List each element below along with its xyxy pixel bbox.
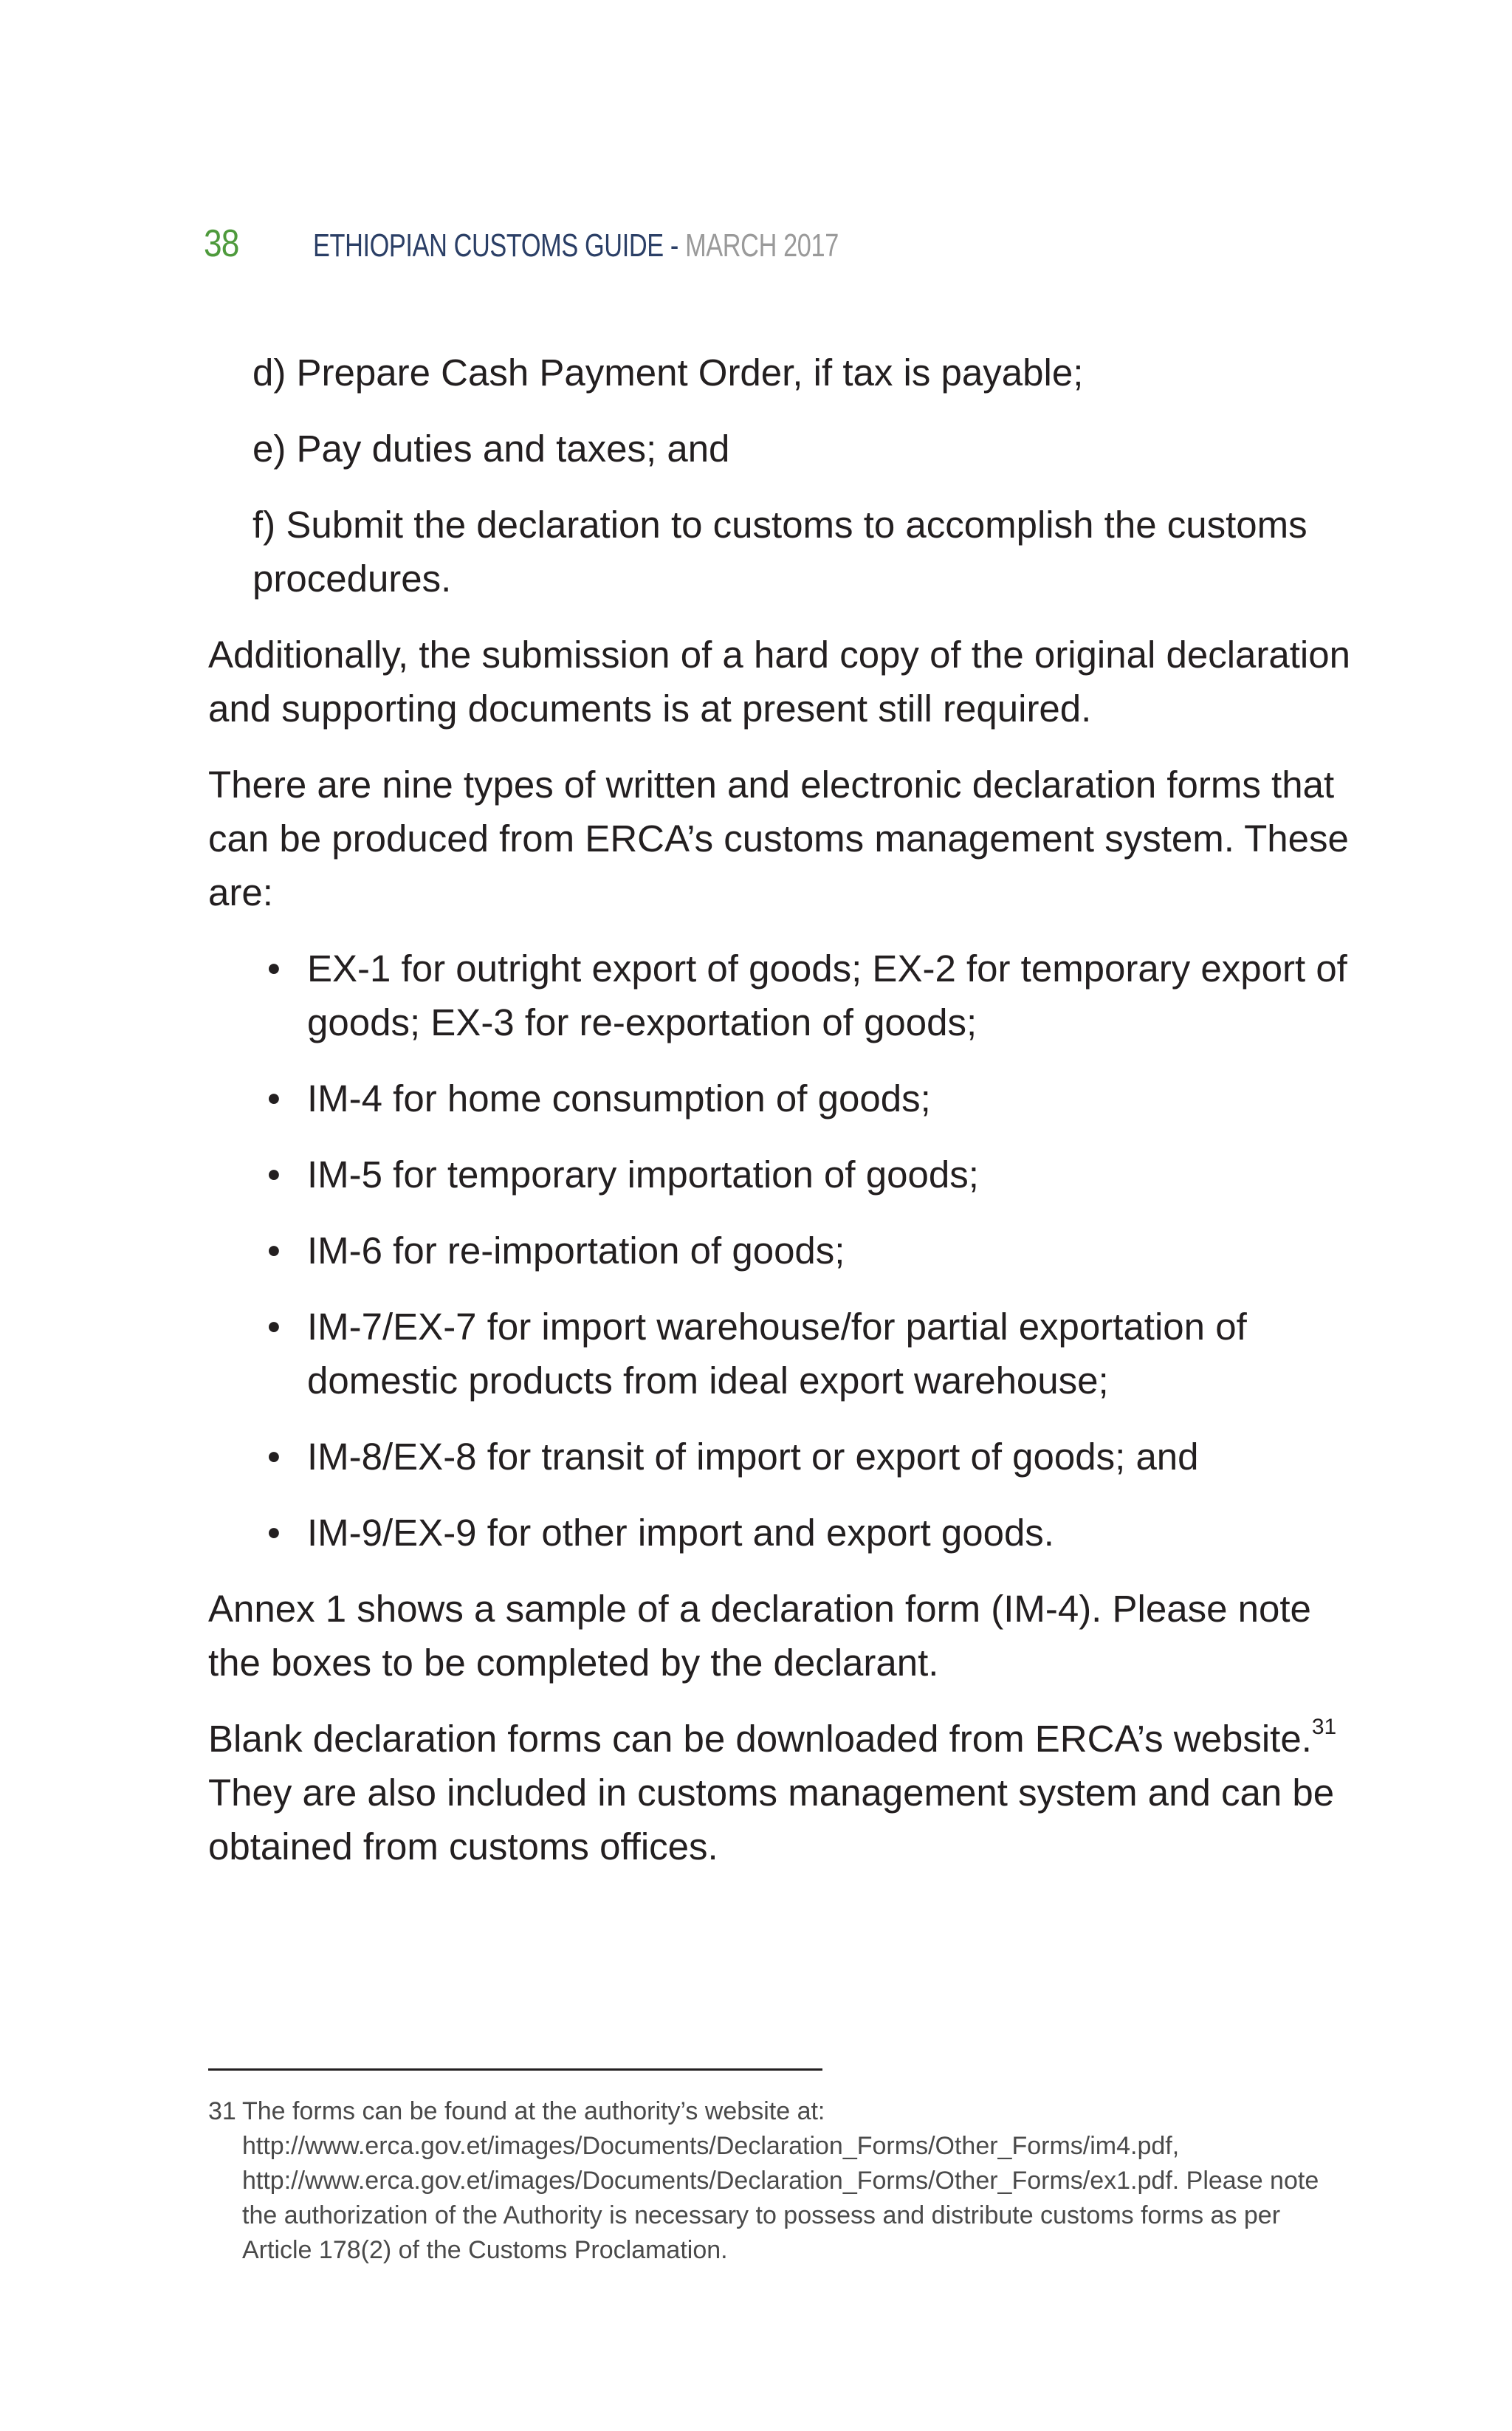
bullet-icon: • xyxy=(267,1512,281,1554)
list-item-text: EX-1 for outright export of goods; EX-2 for temporary export of goods; EX-3 for re-exportation of goods; xyxy=(307,947,1347,1043)
guide-title: ETHIOPIAN CUSTOMS GUIDE - xyxy=(313,227,686,264)
bullet-icon: • xyxy=(267,1077,281,1120)
footnote-divider xyxy=(208,2068,822,2071)
list-item xyxy=(208,1300,1360,1407)
list-item-text: IM-5 for temporary importation of goods; xyxy=(307,1153,979,1196)
paragraph-additionally: Additionally, the submission of a hard copy of the original declaration and supporting documents is at present still required. xyxy=(208,634,1350,730)
footnote-reference[interactable]: 31 xyxy=(1311,1715,1337,1739)
list-item-text: IM-8/EX-8 for transit of import or export of goods; and xyxy=(307,1436,1199,1478)
paragraph-blank-forms xyxy=(208,1712,1360,1873)
list-item xyxy=(208,942,1360,1049)
footnote-number: 31 xyxy=(208,2097,236,2125)
step-item-e: e) Pay duties and taxes; and xyxy=(252,428,730,470)
list-item xyxy=(208,1430,1360,1484)
issue-date: MARCH 2017 xyxy=(685,227,839,264)
bullet-icon: • xyxy=(267,1436,281,1478)
footnote-text: The forms can be found at the authority’s website at: http://www.erca.gov.et/images/Documents/Declaration_Forms/Other_Forms/im4.pdf, http://www.erca.gov.et/images/Documents/Declaration_Forms/Other_Forms/ex1.pdf. Please note the authorization of the Authority is necessary to possess and distribute customs forms as per Article 178(2) of the Customs Proclamation. xyxy=(242,2097,1319,2264)
list-item xyxy=(208,1072,1360,1125)
bullet-icon: • xyxy=(267,1153,281,1196)
list-item-text: IM-7/EX-7 for import warehouse/for partial exportation of domestic products from ideal export warehouse; xyxy=(307,1306,1247,1402)
bullet-icon: • xyxy=(267,947,281,990)
list-item xyxy=(208,1148,1360,1201)
list-item xyxy=(208,1224,1360,1278)
declaration-forms-list xyxy=(208,942,1360,1560)
paragraph-nine-types: There are nine types of written and electronic declaration forms that can be produced from ERCA’s customs management system. These are: xyxy=(208,764,1349,913)
step-item-d: d) Prepare Cash Payment Order, if tax is payable; xyxy=(252,352,1084,394)
footnote xyxy=(208,2094,1345,2268)
list-item-text: IM-4 for home consumption of goods; xyxy=(307,1077,931,1120)
bullet-icon: • xyxy=(267,1230,281,1272)
running-header xyxy=(204,222,987,273)
bullet-icon: • xyxy=(267,1306,281,1348)
body-text xyxy=(208,346,1360,1896)
list-item xyxy=(208,1506,1360,1560)
blank-forms-text-continued: They are also included in customs management system and can be obtained from customs offices. xyxy=(208,1772,1335,1868)
list-item-text: IM-9/EX-9 for other import and export goods. xyxy=(307,1512,1054,1554)
page-number: 38 xyxy=(204,222,239,265)
paragraph-annex: Annex 1 shows a sample of a declaration form (IM-4). Please note the boxes to be completed by the declarant. xyxy=(208,1588,1311,1684)
running-title xyxy=(313,227,839,264)
list-item-text: IM-6 for re-importation of goods; xyxy=(307,1230,845,1272)
blank-forms-text: Blank declaration forms can be downloaded from ERCA’s website. xyxy=(208,1718,1312,1760)
step-item-f: f) Submit the declaration to customs to accomplish the customs procedures. xyxy=(252,504,1307,600)
